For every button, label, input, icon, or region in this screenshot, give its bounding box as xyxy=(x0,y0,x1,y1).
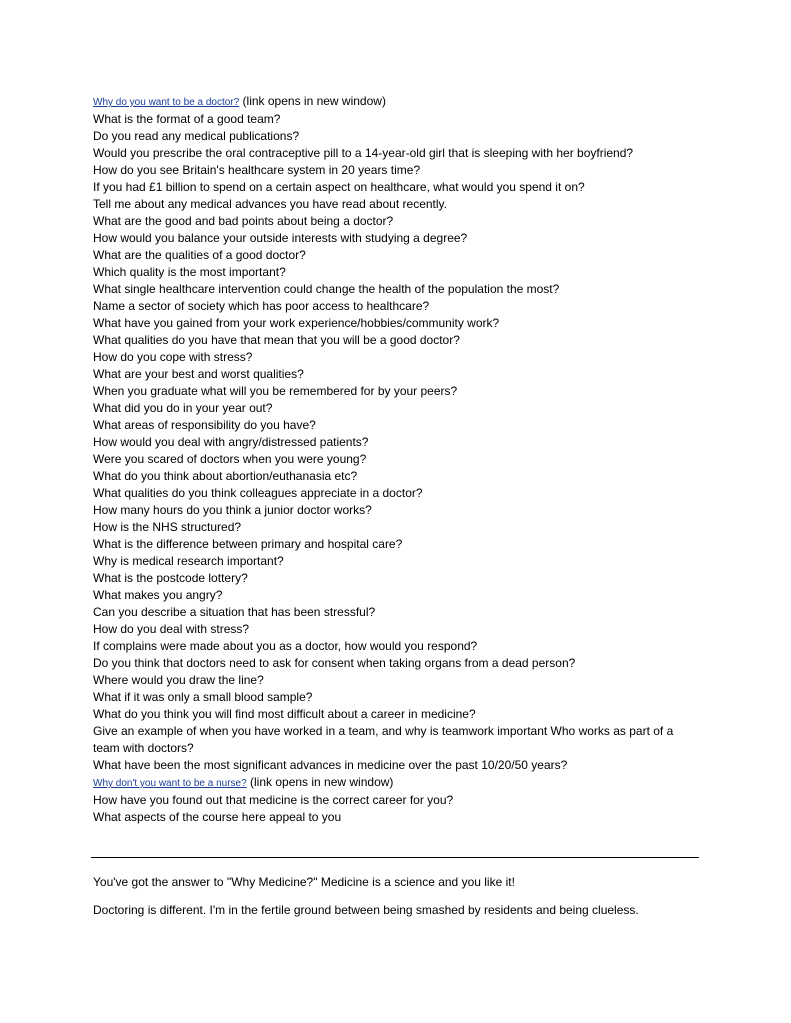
question-line: Do you read any medical publications? xyxy=(93,129,300,143)
link-line-nurse xyxy=(93,774,703,792)
question-line: How do you deal with stress? xyxy=(93,622,250,636)
question-line: What did you do in your year out? xyxy=(93,401,273,415)
question-line: How do you see Britain's healthcare system in 20 years time? xyxy=(93,163,421,177)
question-line: Give an example of when you have worked in a team, and why is teamwork important Who works as part of a team with doctors? xyxy=(93,724,674,755)
link-note: (link opens in new window) xyxy=(246,775,394,789)
answer-paragraph: You've got the answer to "Why Medicine?" Medicine is a science and you like it! xyxy=(93,875,515,889)
question-line: Which quality is the most important? xyxy=(93,265,286,279)
question-line: How many hours do you think a junior doctor works? xyxy=(93,503,372,517)
question-line: What are the qualities of a good doctor? xyxy=(93,248,306,262)
question-line: Where would you draw the line? xyxy=(93,673,264,687)
question-line: Were you scared of doctors when you were young? xyxy=(93,452,367,466)
question-line: What do you think about abortion/euthanasia etc? xyxy=(93,469,358,483)
link-note: (link opens in new window) xyxy=(239,94,386,108)
question-line: How do you cope with stress? xyxy=(93,350,253,364)
question-line: How would you deal with angry/distressed patients? xyxy=(93,435,369,449)
answer-paragraph: Doctoring is different. I'm in the fertile ground between being smashed by residents and being clueless. xyxy=(93,903,639,917)
question-group-1 xyxy=(93,111,703,774)
question-line: What are the good and bad points about being a doctor? xyxy=(93,214,394,228)
question-line: Tell me about any medical advances you have read about recently. xyxy=(93,197,447,211)
question-line: Why is medical research important? xyxy=(93,554,284,568)
question-line: What have been the most significant advances in medicine over the past 10/20/50 years? xyxy=(93,758,568,772)
horizontal-divider xyxy=(91,857,699,858)
question-list xyxy=(93,93,703,826)
question-line: When you graduate what will you be remembered for by your peers? xyxy=(93,384,458,398)
question-group-2 xyxy=(93,792,703,826)
link-line-doctor xyxy=(93,93,703,111)
question-line: What is the difference between primary and hospital care? xyxy=(93,537,403,551)
question-line: Name a sector of society which has poor access to healthcare? xyxy=(93,299,430,313)
question-line: What have you gained from your work experience/hobbies/community work? xyxy=(93,316,500,330)
question-line: How have you found out that medicine is the correct career for you? xyxy=(93,793,454,807)
question-line: What if it was only a small blood sample? xyxy=(93,690,313,704)
question-line: How would you balance your outside interests with studying a degree? xyxy=(93,231,468,245)
question-line: If complains were made about you as a doctor, how would you respond? xyxy=(93,639,478,653)
question-line: What is the format of a good team? xyxy=(93,112,281,126)
question-line: What single healthcare intervention could change the health of the population the most? xyxy=(93,282,560,296)
question-line: Do you think that doctors need to ask for consent when taking organs from a dead person? xyxy=(93,656,576,670)
question-line: What makes you angry? xyxy=(93,588,223,602)
question-line: If you had £1 billion to spend on a certain aspect on healthcare, what would you spend it on? xyxy=(93,180,585,194)
question-line: How is the NHS structured? xyxy=(93,520,242,534)
question-line: What is the postcode lottery? xyxy=(93,571,248,585)
question-line: What qualities do you think colleagues appreciate in a doctor? xyxy=(93,486,423,500)
question-line: What do you think you will find most difficult about a career in medicine? xyxy=(93,707,476,721)
question-line: What areas of responsibility do you have? xyxy=(93,418,316,432)
question-line: Would you prescribe the oral contraceptive pill to a 14-year-old girl that is sleeping with her boyfriend? xyxy=(93,146,634,160)
why-nurse-link[interactable]: Why don't you want to be a nurse? xyxy=(93,778,247,789)
why-doctor-link[interactable]: Why do you want to be a doctor? xyxy=(93,97,240,108)
question-line: What are your best and worst qualities? xyxy=(93,367,304,381)
question-line: Can you describe a situation that has been stressful? xyxy=(93,605,376,619)
question-line: What qualities do you have that mean that you will be a good doctor? xyxy=(93,333,460,347)
question-line: What aspects of the course here appeal to you xyxy=(93,810,342,824)
